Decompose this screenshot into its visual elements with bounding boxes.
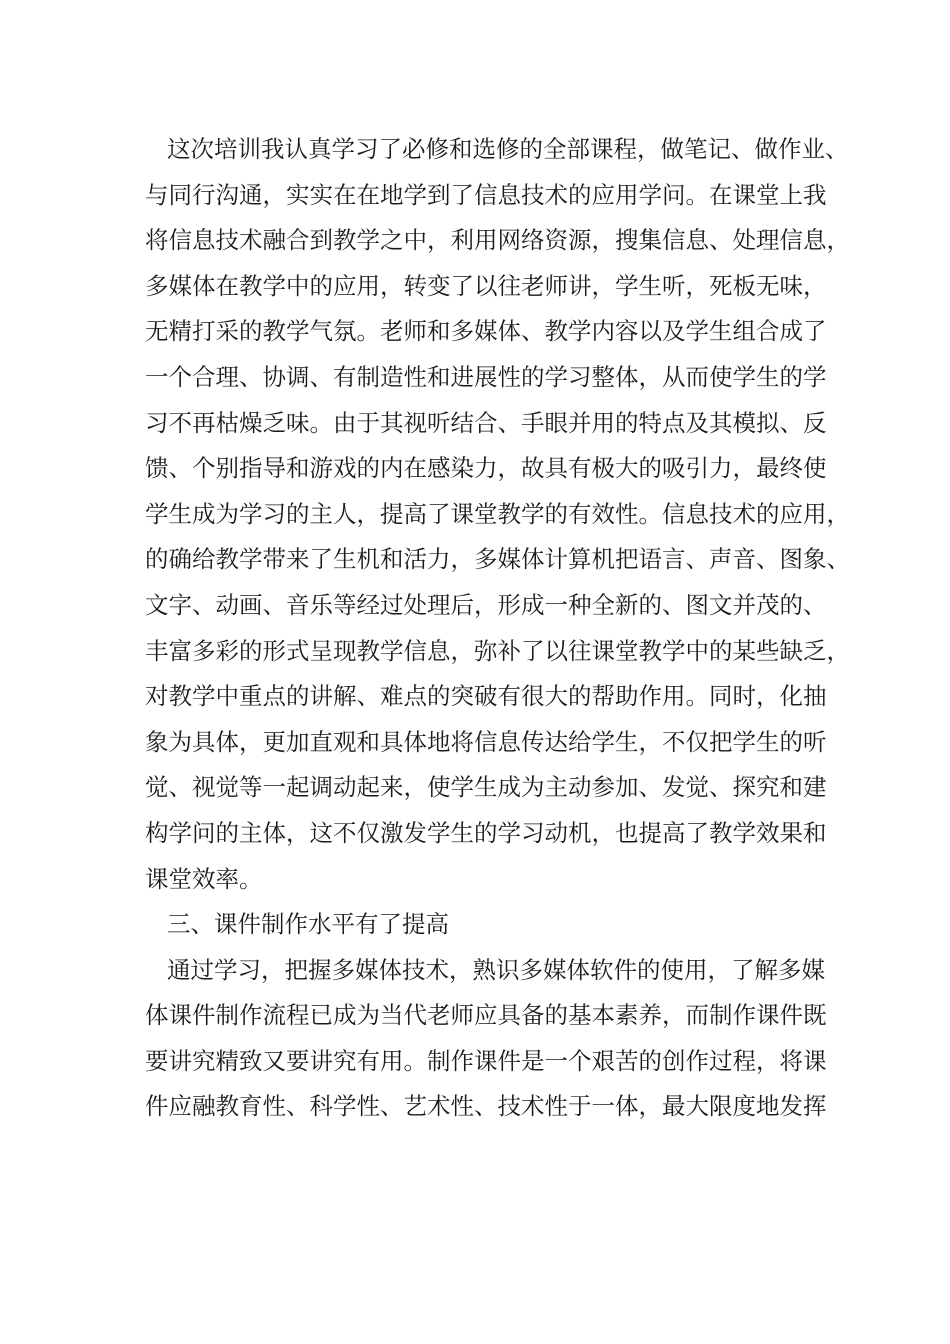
paragraph-line: 觉、视觉等一起调动起来，使学生成为主动参加、发觉、探究和建 [145, 773, 827, 802]
section-heading: 三、课件制作水平有了提高 [167, 910, 449, 939]
paragraph-line: 通过学习，把握多媒体技术，熟识多媒体软件的使用，了解多媒 [167, 955, 825, 984]
paragraph-line: 多媒体在教学中的应用，转变了以往老师讲，学生听，死板无味， [145, 271, 827, 300]
paragraph-line: 象为具体，更加直观和具体地将信息传达给学生，不仅把学生的听 [145, 727, 827, 756]
paragraph-line: 课堂效率。 [145, 864, 263, 893]
paragraph-line: 将信息技术融合到教学之中，利用网络资源，搜集信息、处理信息， [145, 226, 850, 255]
paragraph-line: 体课件制作流程已成为当代老师应具备的基本素养，而制作课件既 [145, 1001, 827, 1030]
paragraph-line: 文字、动画、音乐等经过处理后，形成一种全新的、图文并茂的、 [145, 590, 827, 619]
paragraph-line: 与同行沟通，实实在在地学到了信息技术的应用学问。在课堂上我 [145, 180, 827, 209]
paragraph-line: 这次培训我认真学习了必修和选修的全部课程，做笔记、做作业、 [167, 135, 849, 163]
paragraph-line: 件应融教育性、科学性、艺术性、技术性于一体，最大限度地发挥 [145, 1092, 827, 1121]
document-body [145, 127, 850, 1130]
paragraph-line: 对教学中重点的讲解、难点的突破有很大的帮助作用。同时，化抽 [145, 682, 827, 711]
paragraph-line: 的确给教学带来了生机和活力，多媒体计算机把语言、声音、图象、 [145, 545, 850, 574]
paragraph-line: 要讲究精致又要讲究有用。制作课件是一个艰苦的创作过程，将课 [145, 1046, 827, 1075]
paragraph-line: 构学问的主体，这不仅激发学生的学习动机，也提高了教学效果和 [145, 818, 827, 847]
paragraph-line: 馈、个别指导和游戏的内在感染力，故具有极大的吸引力，最终使 [145, 454, 827, 483]
paragraph-line: 一个合理、协调、有制造性和进展性的学习整体，从而使学生的学 [145, 362, 827, 391]
paragraph-line: 无精打采的教学气氛。老师和多媒体、教学内容以及学生组合成了 [145, 317, 827, 346]
paragraph-line: 学生成为学习的主人，提高了课堂教学的有效性。信息技术的应用， [145, 499, 850, 528]
paragraph-line: 习不再枯燥乏味。由于其视听结合、手眼并用的特点及其模拟、反 [145, 408, 827, 437]
paragraph-line: 丰富多彩的形式呈现教学信息，弥补了以往课堂教学中的某些缺乏， [145, 636, 850, 665]
